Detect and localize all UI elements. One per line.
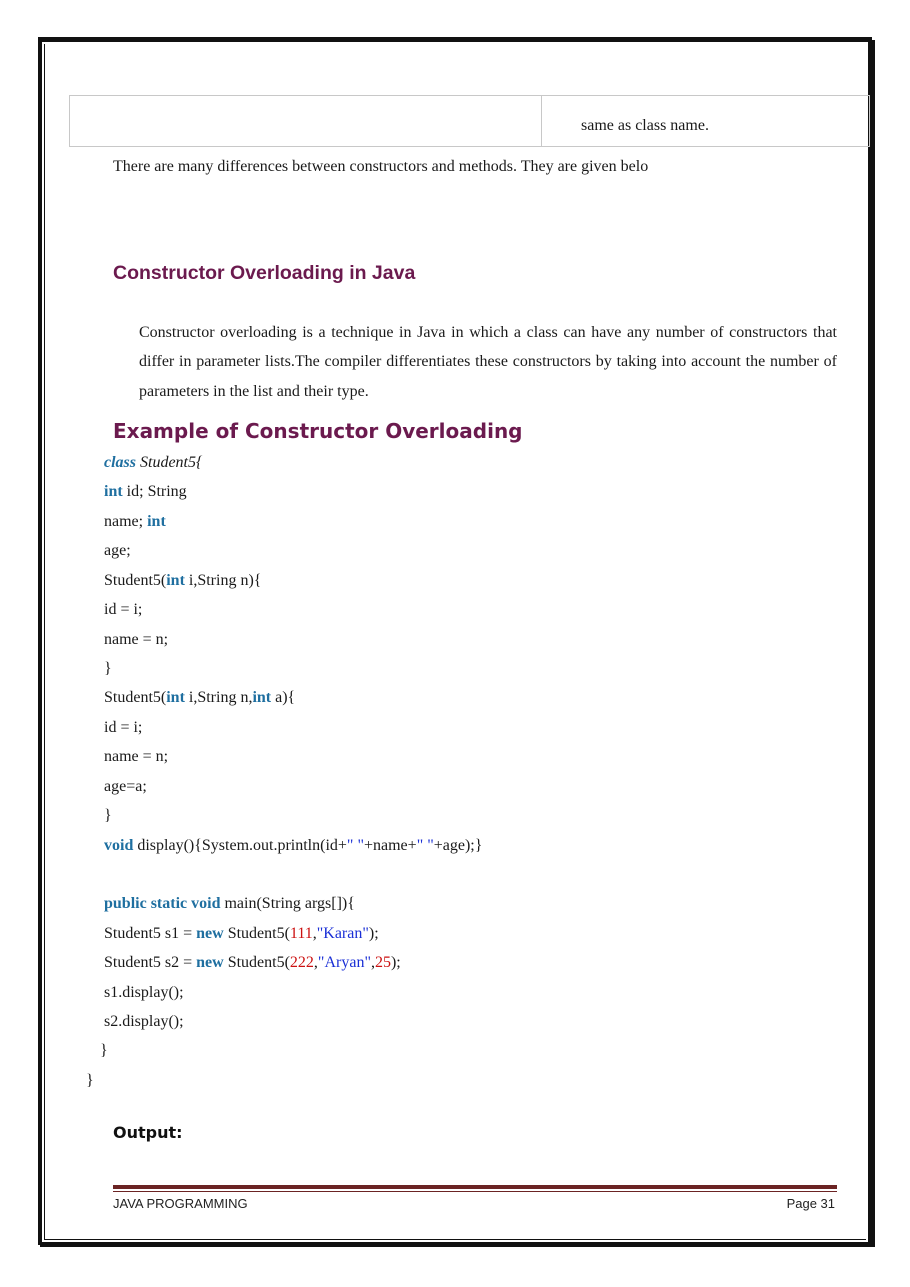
intro-text: There are many differences between constructors and methods. They are given belo xyxy=(113,158,649,175)
code-line: } xyxy=(100,1042,108,1059)
code-line: class Student5{ xyxy=(104,454,203,471)
paragraph: Constructor overloading is a technique in Java in which a class can have any number of constructors that differ in parameter lists.The compiler differentiates these constructors by taking into account the number of parameters in the list and their type. xyxy=(139,324,837,400)
footer-rule-thick xyxy=(113,1185,837,1189)
page-border-shadow-bottom xyxy=(40,1242,875,1247)
code-line: Student5(int i,String n){ xyxy=(104,572,262,589)
example-heading: Example of Constructor Overloading xyxy=(113,419,523,443)
footer-title: JAVA PROGRAMMING xyxy=(113,1196,248,1211)
code-line: void display(){System.out.println(id+" "+name+" "+age);} xyxy=(104,837,483,854)
code-line: } xyxy=(104,660,112,677)
comparison-table-fragment xyxy=(69,95,870,147)
code-line: } xyxy=(86,1072,94,1089)
output-label: Output: xyxy=(113,1123,183,1142)
section-heading: Constructor Overloading in Java xyxy=(113,262,416,284)
code-line: id = i; xyxy=(104,719,143,736)
page-border-shadow-right xyxy=(868,40,875,1247)
code-line: name = n; xyxy=(104,631,169,648)
code-line: public static void main(String args[]){ xyxy=(104,895,355,912)
table-cell-right: same as class name. xyxy=(581,117,709,134)
code-line: Student5(int i,String n,int a){ xyxy=(104,689,296,706)
code-line: name = n; xyxy=(104,748,169,765)
page-number: Page 31 xyxy=(786,1196,835,1211)
code-line: age=a; xyxy=(104,778,147,795)
code-line: Student5 s2 = new Student5(222,"Aryan",25); xyxy=(104,954,401,971)
code-line: s1.display(); xyxy=(104,984,184,1001)
code-line: name; int xyxy=(104,513,166,530)
code-line: Student5 s1 = new Student5(111,"Karan"); xyxy=(104,925,379,942)
table-column-divider xyxy=(541,95,542,147)
code-line: int id; String xyxy=(104,483,187,500)
code-line: age; xyxy=(104,542,131,559)
code-line: s2.display(); xyxy=(104,1013,184,1030)
code-line: } xyxy=(104,807,112,824)
code-line: id = i; xyxy=(104,601,143,618)
footer-rule-thin xyxy=(113,1191,837,1192)
